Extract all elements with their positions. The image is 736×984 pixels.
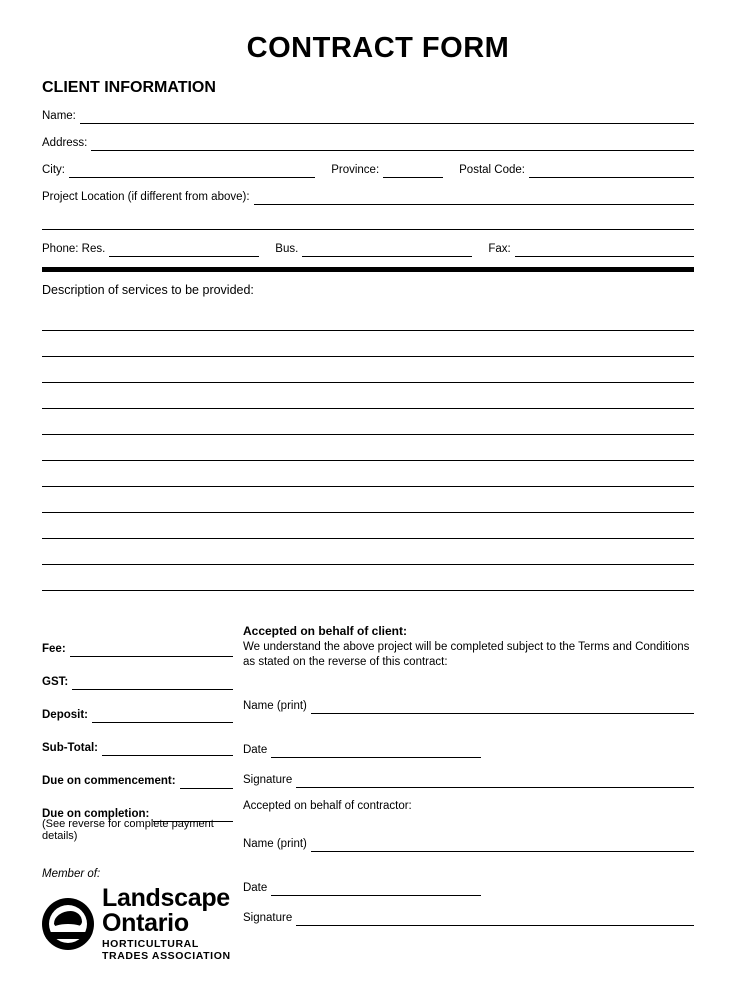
- description-input-line[interactable]: [42, 539, 694, 565]
- description-input-line[interactable]: [42, 305, 694, 331]
- name-label: Name:: [42, 110, 76, 122]
- client-information-heading: CLIENT INFORMATION: [42, 79, 216, 96]
- project-location-label: Project Location (if different from above):: [42, 191, 250, 203]
- due-commencement-label: Due on commencement:: [42, 775, 176, 787]
- city-input[interactable]: [69, 165, 315, 178]
- due-commencement-row: [42, 756, 233, 789]
- fee-label: Fee:: [42, 643, 66, 655]
- landscape-ontario-logo: [42, 886, 233, 962]
- subtotal-row: [42, 723, 233, 756]
- project-location-input-line2[interactable]: [42, 205, 694, 230]
- logo-subtitle: HORTICULTURAL TRADES ASSOCIATION: [102, 938, 231, 962]
- contractor-date-row: [243, 852, 694, 896]
- client-name-input[interactable]: [311, 701, 694, 714]
- deposit-label: Deposit:: [42, 709, 88, 721]
- phone-bus-input[interactable]: [302, 244, 472, 257]
- client-date-input[interactable]: [271, 745, 481, 758]
- description-input-line[interactable]: [42, 383, 694, 409]
- postal-code-input[interactable]: [529, 165, 694, 178]
- province-input[interactable]: [383, 165, 443, 178]
- phone-res-label: Phone: Res.: [42, 243, 106, 255]
- address-input[interactable]: [91, 138, 694, 151]
- deposit-row: [42, 690, 233, 723]
- contractor-signature-label: Signature: [242, 912, 293, 924]
- phone-fax-row: [42, 230, 694, 257]
- client-name-label: Name (print): [242, 700, 307, 712]
- page-title: CONTRACT FORM: [246, 32, 510, 64]
- acceptance-column: [243, 624, 694, 962]
- subtotal-label: Sub-Total:: [42, 742, 98, 754]
- gst-row: [42, 657, 233, 690]
- fee-input[interactable]: [70, 644, 233, 657]
- description-input-line[interactable]: [42, 435, 694, 461]
- client-signature-input[interactable]: [296, 775, 694, 788]
- description-input-line[interactable]: [42, 461, 694, 487]
- city-label: City:: [42, 164, 65, 176]
- description-input-line[interactable]: [42, 513, 694, 539]
- client-name-row: [243, 684, 694, 714]
- city-province-postal-row: [42, 151, 694, 178]
- payment-note: (See reverse for complete payment details): [42, 818, 214, 842]
- contractor-name-label: Name (print): [242, 838, 307, 850]
- logo-name: Landscape Ontario: [102, 884, 230, 937]
- description-input-line[interactable]: [42, 357, 694, 383]
- description-label: Description of services to be provided:: [42, 283, 254, 297]
- contractor-signature-input[interactable]: [296, 913, 694, 926]
- client-signature-row: [243, 758, 694, 788]
- postal-code-label: Postal Code:: [459, 164, 525, 176]
- gst-input[interactable]: [72, 677, 233, 690]
- project-location-input[interactable]: [254, 192, 694, 205]
- address-label: Address:: [42, 137, 88, 149]
- member-of-label: Member of:: [42, 868, 101, 880]
- province-label: Province:: [331, 164, 380, 176]
- phone-res-input[interactable]: [109, 244, 259, 257]
- logo-emblem-icon: [42, 898, 94, 950]
- contractor-name-row: [243, 822, 694, 852]
- logo-wordmark: [102, 886, 233, 962]
- description-input-line[interactable]: [42, 409, 694, 435]
- section-divider: [42, 267, 694, 272]
- project-location-row: [42, 178, 694, 205]
- fee-row: [42, 624, 233, 657]
- due-commencement-input[interactable]: [180, 776, 233, 789]
- name-input[interactable]: [80, 111, 694, 124]
- name-row: [42, 97, 694, 124]
- contractor-signature-row: [243, 896, 694, 926]
- deposit-input[interactable]: [92, 710, 233, 723]
- fax-label: Fax:: [488, 243, 511, 255]
- contractor-date-label: Date: [242, 882, 268, 894]
- address-row: [42, 124, 694, 151]
- accept-contractor-heading: Accepted on behalf of contractor:: [242, 800, 412, 812]
- description-input-line[interactable]: [42, 565, 694, 591]
- contract-form-page: [0, 32, 736, 984]
- client-date-label: Date: [242, 744, 268, 756]
- terms-text: We understand the above project will be completed subject to the Terms and Conditions as stated on the reverse of this contract:: [242, 641, 690, 668]
- bottom-section: [42, 624, 694, 962]
- accept-client-heading: Accepted on behalf of client:: [242, 624, 407, 638]
- contractor-name-input[interactable]: [311, 839, 694, 852]
- phone-bus-label: Bus.: [275, 243, 299, 255]
- due-completion-label: Due on completion:: [42, 808, 150, 820]
- client-date-row: [243, 714, 694, 758]
- fees-column: [42, 624, 243, 962]
- description-input-line[interactable]: [42, 487, 694, 513]
- client-information-fields: [42, 97, 694, 257]
- description-lines: [42, 305, 694, 591]
- gst-label: GST:: [42, 676, 69, 688]
- contractor-date-input[interactable]: [271, 883, 481, 896]
- client-signature-label: Signature: [242, 774, 293, 786]
- description-input-line[interactable]: [42, 331, 694, 357]
- subtotal-input[interactable]: [102, 743, 233, 756]
- fax-input[interactable]: [515, 244, 694, 257]
